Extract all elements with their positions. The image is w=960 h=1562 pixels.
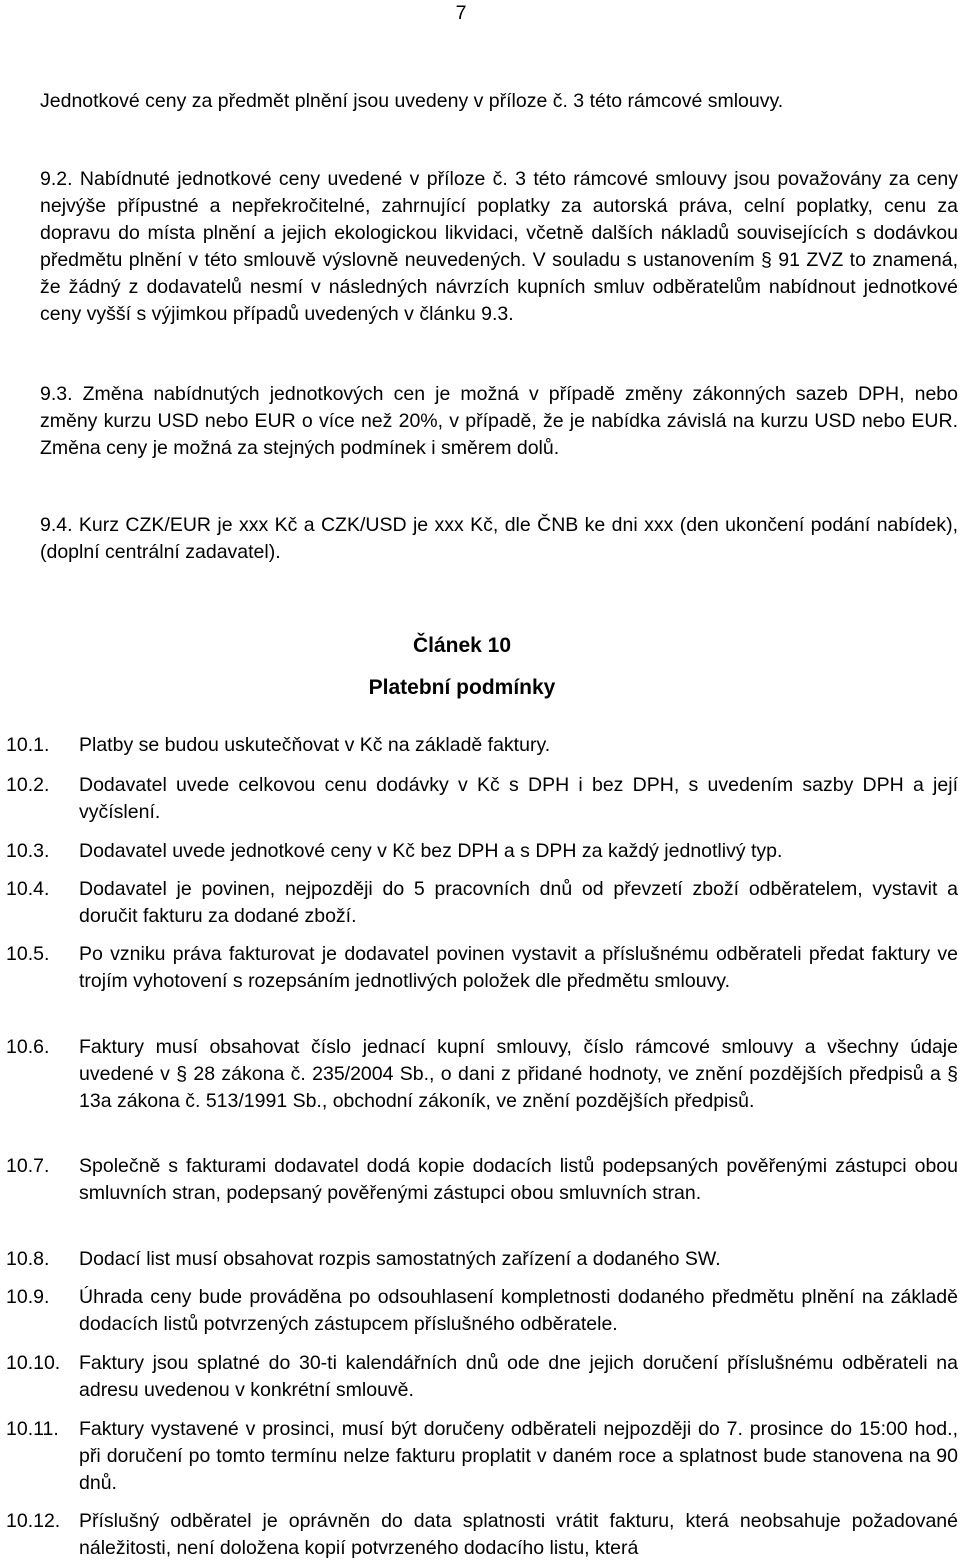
intro-paragraph: Jednotkové ceny za předmět plnění jsou uvedeny v příloze č. 3 této rámcové smlouvy. xyxy=(40,90,784,112)
list-item xyxy=(6,1350,958,1404)
item-text: Dodavatel je povinen, nejpozději do 5 pracovních dnů od převzetí zboží odběratelem, vystavit a doručit fakturu za dodané zboží. xyxy=(79,878,958,927)
list-item xyxy=(6,1284,958,1338)
item-text: Úhrada ceny bude prováděna po odsouhlasení kompletnosti dodaného předmětu plnění na základě dodacích listů potvrzených zástupcem příslušného odběratele. xyxy=(79,1286,958,1335)
list-item xyxy=(6,876,958,930)
item-text: Faktury jsou splatné do 30-ti kalendářních dnů ode dne jejich doručení příslušnému odběrateli na adresu uvedenou v konkrétní smlouvě. xyxy=(79,1352,958,1401)
list-item xyxy=(6,772,958,826)
article-number: Článek 10 xyxy=(412,634,512,657)
item-text: Faktury musí obsahovat číslo jednací kupní smlouvy, číslo rámcové smlouvy a všechny údaje uvedené v § 28 zákona č. 235/2004 Sb., o dani z přidané hodnoty, ve znění pozdějších předpisů a § 13a zákona č. 513/1991 Sb., obchodní zákoník, ve znění pozdějších předpisů. xyxy=(79,1036,958,1112)
list-item xyxy=(6,1508,958,1562)
item-number: 10.1. xyxy=(6,734,50,756)
item-number: 10.6. xyxy=(6,1036,50,1058)
list-item xyxy=(6,732,958,759)
article-title: Platební podmínky xyxy=(368,676,556,699)
list-item xyxy=(6,941,958,995)
item-number: 10.12. xyxy=(6,1510,61,1532)
item-number: 10.11. xyxy=(6,1418,59,1440)
item-text: Platby se budou uskutečňovat v Kč na základě faktury. xyxy=(79,734,551,756)
list-item xyxy=(6,1416,958,1497)
list-item xyxy=(6,838,958,865)
item-text: Po vzniku práva fakturovat je dodavatel povinen vystavit a příslušnému odběrateli předat faktury ve trojím vyhotovení s rozepsáním jednotlivých položek dle předmětu smlouvy. xyxy=(79,943,958,992)
item-number: 10.8. xyxy=(6,1248,50,1270)
item-number: 10.10. xyxy=(6,1352,61,1374)
page-number: 7 xyxy=(455,2,467,24)
list-item xyxy=(6,1153,958,1207)
clause-9-4: 9.4. Kurz CZK/EUR je xxx Kč a CZK/USD je xxx Kč, dle ČNB ke dni xxx (den ukončení podání nabídek), (doplní centrální zadavatel). xyxy=(40,514,958,563)
item-text: Faktury vystavené v prosinci, musí být doručeny odběrateli nejpozději do 7. prosince do 15:00 hod., při doručení po tomto termínu nelze fakturu proplatit v daném roce a splatnost bude stanovena na 90 dnů. xyxy=(79,1418,958,1494)
item-text: Dodavatel uvede jednotkové ceny v Kč bez DPH a s DPH za každý jednotlivý typ. xyxy=(79,840,783,862)
item-number: 10.7. xyxy=(6,1155,50,1177)
list-item xyxy=(6,1034,958,1115)
item-number: 10.3. xyxy=(6,840,50,862)
clause-9-3: 9.3. Změna nabídnutých jednotkových cen je možná v případě změny zákonných sazeb DPH, nebo změny kurzu USD nebo EUR o více než 20%, v případě, že je nabídka závislá na kurzu USD nebo EUR. Změna ceny je možná za stejných podmínek i směrem dolů. xyxy=(40,383,958,459)
list-item xyxy=(6,1246,958,1273)
item-text: Dodavatel uvede celkovou cenu dodávky v Kč s DPH i bez DPH, s uvedením sazby DPH a její vyčíslení. xyxy=(79,774,958,823)
item-text: Dodací list musí obsahovat rozpis samostatných zařízení a dodaného SW. xyxy=(79,1248,721,1270)
item-text: Příslušný odběratel je oprávněn do data splatnosti vrátit fakturu, která neobsahuje požadované náležitosti, není doložena kopií potvrzeného dodacího listu, která xyxy=(79,1510,958,1559)
item-number: 10.2. xyxy=(6,774,50,796)
item-number: 10.5. xyxy=(6,943,50,965)
item-text: Společně s fakturami dodavatel dodá kopie dodacích listů podepsaných pověřenými zástupci obou smluvních stran, podepsaný pověřenými zástupci obou smluvních stran. xyxy=(79,1155,958,1204)
item-number: 10.4. xyxy=(6,878,50,900)
clause-9-2: 9.2. Nabídnuté jednotkové ceny uvedené v příloze č. 3 této rámcové smlouvy jsou považovány za ceny nejvýše přípustné a nepřekročitelné, zahrnující poplatky za autorská práva, celní poplatky, cenu za dopravu do místa plnění a jejich ekologickou likvidaci, včetně dalších nákladů souvisejících s dodávkou předmětu plnění v této smlouvě výslovně neuvedených. V souladu s ustanovením § 91 ZVZ to znamená, že žádný z dodavatelů nesmí v následných návrzích kupních smluv odběratelům nabídnout jednotkové ceny vyšší s výjimkou případů uvedených v článku 9.3. xyxy=(40,168,958,325)
item-number: 10.9. xyxy=(6,1286,50,1308)
